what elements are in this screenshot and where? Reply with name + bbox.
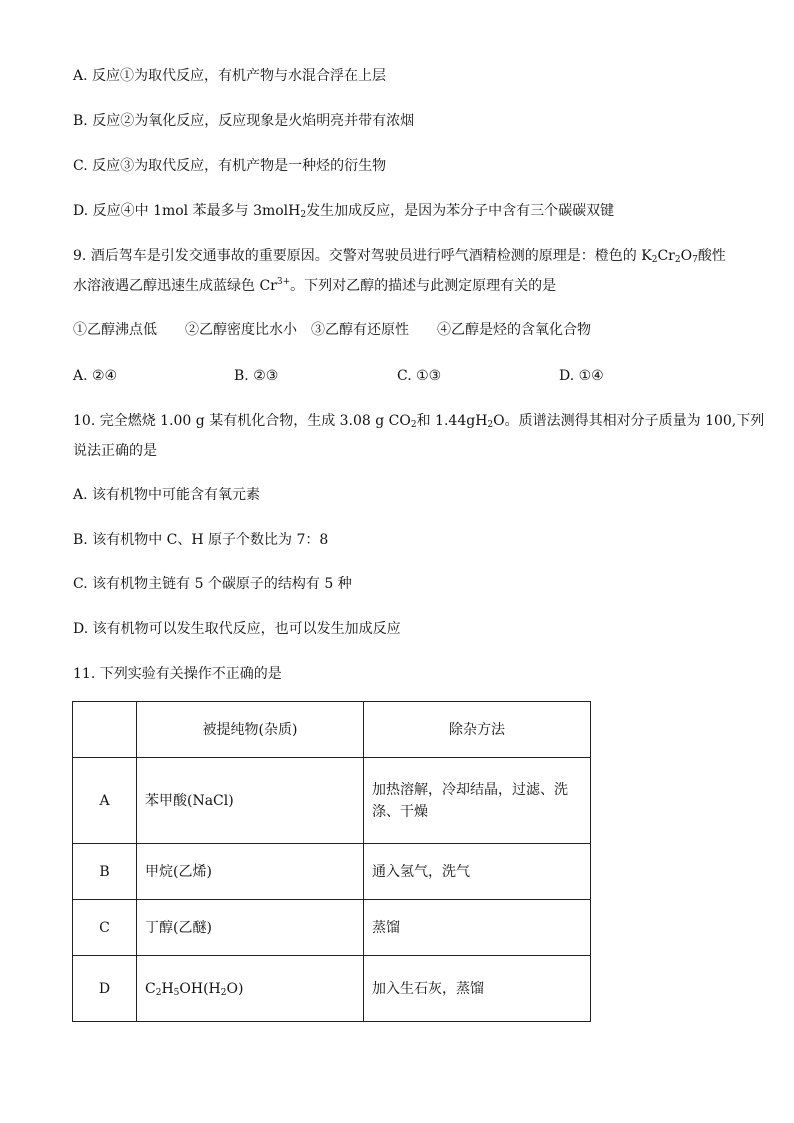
q9-option-d: D. ①④: [559, 368, 604, 384]
row-method: 通入氢气，洗气: [364, 844, 591, 900]
table-row: [73, 844, 591, 900]
q8-option-b: B. 反应②为氧化反应，反应现象是火焰明亮并带有浓烟: [73, 113, 415, 129]
q9-option-c: C. ①③: [397, 368, 442, 384]
q10-stem-line1: 10. 完全燃烧 1.00 g 某有机化合物，生成 3.08 g $CO_2$和 $1.44gH_2O$。质谱法测得其相对分子质量为 100,下列: [73, 413, 765, 430]
row-label: C: [73, 900, 137, 956]
q11-table: [72, 701, 591, 1022]
table-row: [73, 758, 591, 844]
row-substance: 苯甲酸(NaCl): [137, 758, 364, 844]
row-substance: 甲烷(乙烯): [137, 844, 364, 900]
q9-stem-line2: 水溶液遇乙醇迅速生成蓝绿色 $Cr^{3+}$。下列对乙醇的描述与此测定原理有关的是: [73, 277, 557, 294]
q8-option-a: A. 反应①为取代反应，有机产物与水混合浮在上层: [73, 68, 387, 84]
q9-stem-line1: 9. 酒后驾车是引发交通事故的重要原因。交警对驾驶员进行呼气酒精检测的原理是：橙色的 $K_2Cr_2O_7$酸性: [73, 248, 726, 265]
row-method: 加热溶解，冷却结晶，过滤、洗涤、干燥: [364, 758, 591, 844]
q8-option-c: C. 反应③为取代反应，有机产物是一种烃的衍生物: [73, 158, 387, 174]
q10-option-a: A. 该有机物中可能含有氧元素: [73, 487, 261, 503]
q8-option-d: D. 反应④中 1mol 苯最多与 3molH$_2$发生加成反应，是因为苯分子中含有三个碳碳双键: [73, 203, 615, 220]
row-label: B: [73, 844, 137, 900]
row-substance: $C_2H_5OH(H_2O)$: [137, 956, 364, 1022]
table-row: [73, 900, 591, 956]
q10-option-d: D. 该有机物可以发生取代反应，也可以发生加成反应: [73, 621, 401, 637]
q9-option-b: B. ②③: [234, 368, 279, 384]
q10-option-b: B. 该有机物中 C、H 原子个数比为 7：8: [73, 532, 329, 548]
row-label: D: [73, 956, 137, 1022]
header-label-cell: [73, 702, 137, 758]
row-method: 加入生石灰，蒸馏: [364, 956, 591, 1022]
q10-option-c: C. 该有机物主链有 5 个碳原子的结构有 5 种: [73, 576, 352, 592]
table-row: [73, 956, 591, 1022]
q10-stem-line2: 说法正确的是: [73, 443, 157, 459]
row-label: A: [73, 758, 137, 844]
header-substance: 被提纯物(杂质): [137, 702, 364, 758]
q9-options: [73, 366, 693, 386]
row-method: 蒸馏: [364, 900, 591, 956]
q9-option-a: A. ②④: [73, 368, 118, 384]
row-substance: 丁醇(乙醚): [137, 900, 364, 956]
q9-items: ①乙醇沸点低 ②乙醇密度比水小 ③乙醇有还原性 ④乙醇是烃的含氧化合物: [73, 322, 591, 338]
q11-stem: 11. 下列实验有关操作不正确的是: [73, 666, 282, 682]
table-header-row: [73, 702, 591, 758]
header-method: 除杂方法: [364, 702, 591, 758]
